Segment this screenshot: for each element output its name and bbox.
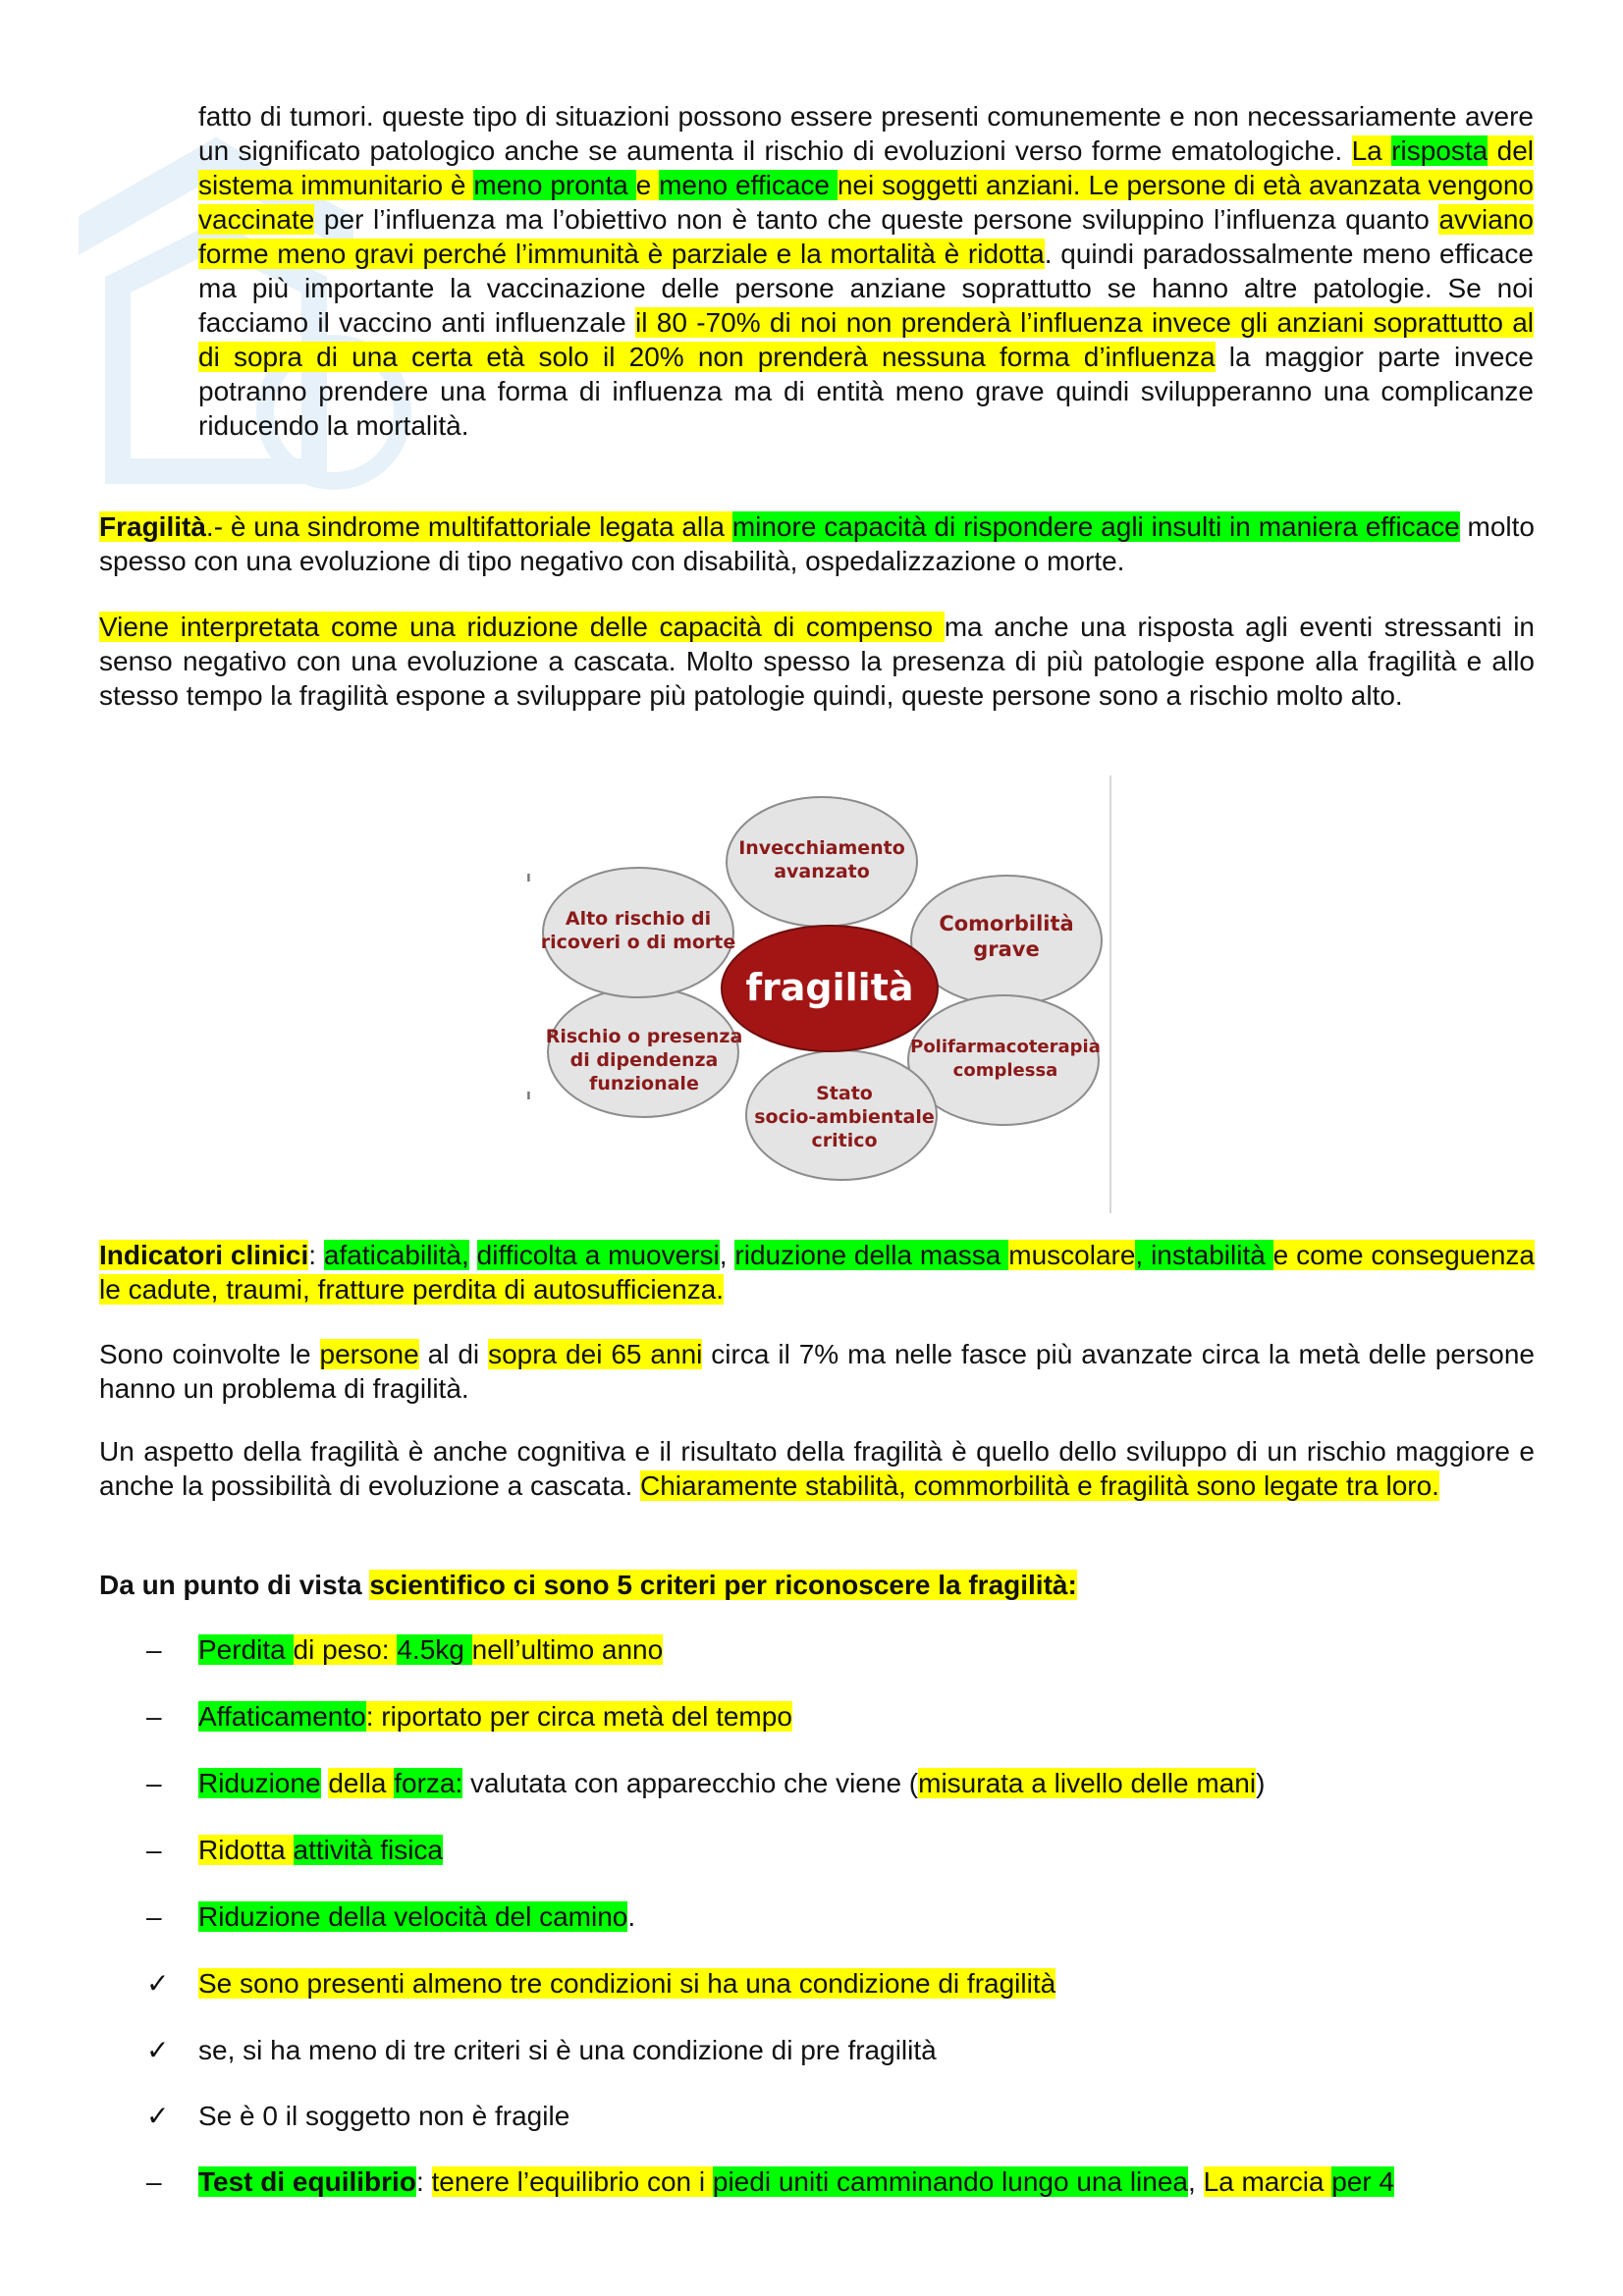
- fragility-diagram: [522, 775, 1117, 1213]
- node-label-aging: Invecchiamento avanzato: [738, 837, 905, 882]
- check-icon: ✓: [146, 2035, 170, 2065]
- paragraph-criteria-heading: Da un punto di vista scientifico ci sono 5 criteri per riconoscere la fragilità:: [99, 1570, 1077, 1600]
- paragraph-clinical-indicators: Indicatori clinici: afaticabilità, difficolta a muoversi, riduzione della massa muscolare, instabilità e come conseguenza le cadute, traumi, fratture perdita di autosufficienza.: [99, 1240, 1535, 1305]
- paragraph-cognitive-aspect: Un aspetto della fragilità è anche cognitiva e il risultato della fragilità è quello dello sviluppo di un rischio maggiore e anche la possibilità di evoluzione a cascata. Chiaramente stabilità, commorbilità e fragilità sono legate tra loro.: [99, 1436, 1535, 1501]
- paragraph-fragility-interpretation: Viene interpretata come una riduzione delle capacità di compenso ma anche una risposta agli eventi stressanti in senso negativo con una evoluzione a cascata. Molto spesso la presenza di più patologie espone alla fragilità e allo stesso tempo la fragilità espone a sviluppare più patologie quindi, queste persone sono a rischio molto alto.: [99, 612, 1535, 711]
- paragraph-prevalence: Sono coinvolte le persone al di sopra dei 65 anni circa il 7% ma nelle fasce più avanzate circa la metà delle persone hanno un problema di fragilità.: [99, 1339, 1535, 1404]
- bullet-marker: –: [146, 1901, 162, 1932]
- list-item-text: Se è 0 il soggetto non è fragile: [198, 2101, 570, 2131]
- list-item-text: Affaticamento: riportato per circa metà del tempo: [198, 1701, 792, 1732]
- bullet-marker: –: [146, 1701, 162, 1732]
- svg-text:ı: ı: [526, 1088, 531, 1103]
- list-item-text: Perdita di peso: 4.5kg nell’ultimo anno: [198, 1634, 664, 1665]
- paragraph-fragility-definition: Fragilità.- è una sindrome multifattoriale legata alla minore capacità di rispondere agli insulti in maniera efficace molto spesso con una evoluzione di tipo negativo con disabilità, ospedalizzazione o morte.: [99, 511, 1536, 576]
- list-item-text: Riduzione della velocità del camino.: [198, 1901, 636, 1932]
- paragraph-immunity: fatto di tumori. queste tipo di situazioni possono essere presenti comunemente e non necessariamente avere un significato patologico anche se aumenta il rischio di evoluzioni verso forme ematologiche. La risposta del sistema immunitario è meno pronta e meno efficace nei soggetti anziani. Le persone di età avanzata vengono vaccinate per l’influenza ma l’obiettivo non è tanto che queste persone sviluppino l’influenza quanto avviano forme meno gravi perché l’immunità è parziale e la mortalità è ridotta. quindi paradossalmente meno efficace ma più importante la vaccinazione delle persone anziane soprattutto se hanno altre patologie. Se noi facciamo il vaccino anti influenzale il 80 -70% di noi non prenderà l’influenza invece gli anziani soprattutto al di sopra di una certa età solo il 20% non prenderà nessuna forma d’influenza la maggior parte invece potranno prendere una forma di influenza ma di entità meno grave quindi svilupperanno una complicanze riducendo la mortalità.: [198, 101, 1534, 441]
- list-item-text: Riduzione della forza: valutata con apparecchio che viene (misurata a livello delle mani): [198, 1768, 1266, 1798]
- svg-text:ı: ı: [526, 870, 531, 885]
- check-icon: ✓: [146, 2101, 170, 2131]
- list-item-text: Se sono presenti almeno tre condizioni si ha una condizione di fragilità: [198, 1968, 1056, 1999]
- node-label-comorbidity: Comorbilità grave: [939, 912, 1074, 961]
- bullet-marker: –: [146, 1634, 162, 1665]
- list-item-text: se, si ha meno di tre criteri si è una condizione di pre fragilità: [198, 2035, 937, 2065]
- node-label-dependence: Rischio o presenza di dipendenza funzionale: [545, 1026, 743, 1095]
- node-label-socio-environmental: Stato socio-ambientale critico: [754, 1083, 935, 1151]
- check-icon: ✓: [146, 1968, 170, 1999]
- node-label-polypharmacy: Polifarmacoterapia complessa: [910, 1037, 1101, 1081]
- bullet-marker: –: [146, 1835, 162, 1865]
- bullet-marker: –: [146, 1768, 162, 1798]
- node-label-hospitalization: Alto rischio di ricoveri o di morte: [540, 908, 736, 953]
- center-label: fragilità: [745, 966, 914, 1009]
- list-item-text: Test di equilibrio: tenere l’equilibrio con i piedi uniti camminando lungo una linea, La marcia per 4: [198, 2166, 1395, 2197]
- list-item-text: Ridotta attività fisica: [198, 1835, 443, 1865]
- bullet-marker: –: [146, 2166, 162, 2197]
